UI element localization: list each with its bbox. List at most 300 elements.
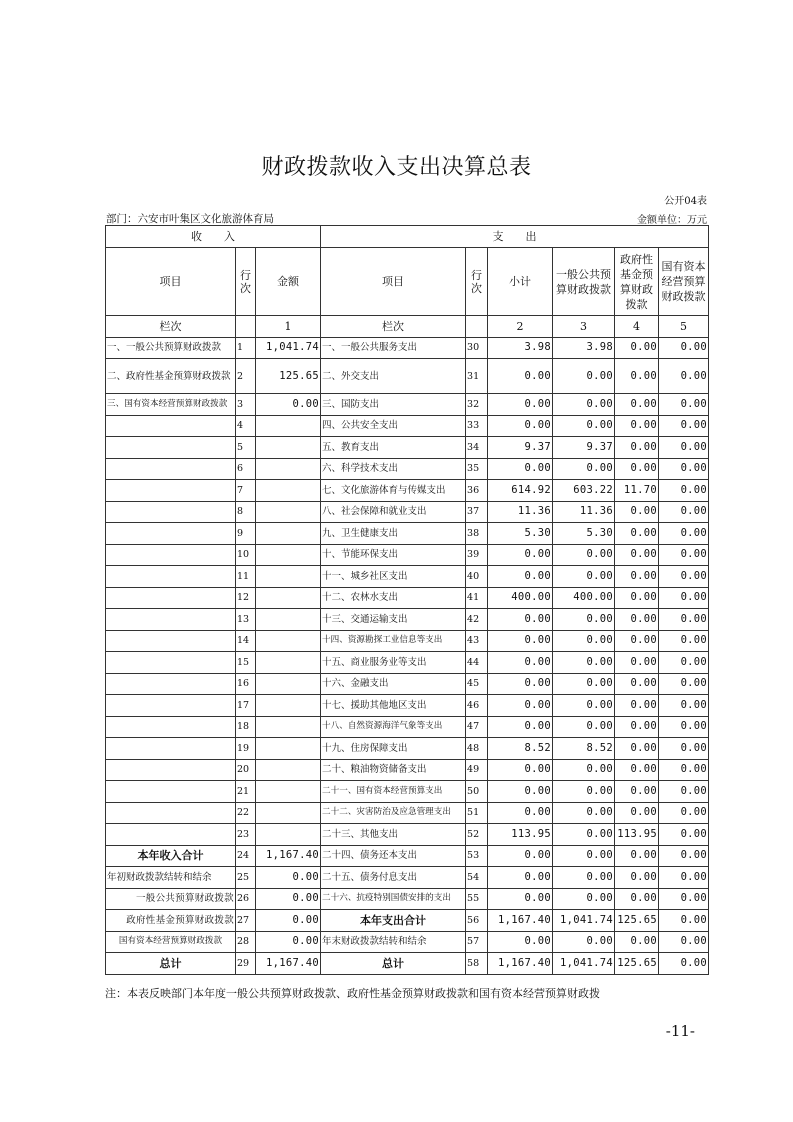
expense-item: 七、文化旅游体育与传媒支出 [321, 480, 466, 502]
expense-general-budget: 0.00 [553, 845, 615, 867]
income-row-no: 9 [236, 523, 256, 545]
page-title: 财政拨款收入支出决算总表 [261, 155, 532, 180]
expense-item: 六、科学技术支出 [321, 458, 466, 480]
income-item [106, 480, 236, 502]
income-item [106, 523, 236, 545]
expense-gov-fund: 0.00 [615, 845, 659, 867]
expense-item: 年末财政拨款结转和结余 [321, 931, 466, 953]
expense-state-capital: 0.00 [659, 738, 709, 760]
income-row-no: 29 [236, 953, 256, 975]
income-row-no: 19 [236, 738, 256, 760]
income-amount: 0.00 [256, 888, 321, 910]
income-row-no: 25 [236, 867, 256, 889]
table-row [106, 480, 709, 502]
expense-row-no: 32 [466, 394, 488, 416]
income-row-no: 17 [236, 695, 256, 717]
expense-subtotal: 0.00 [488, 544, 553, 566]
table-row [106, 695, 709, 717]
expense-item: 五、教育支出 [321, 437, 466, 459]
income-item [106, 716, 236, 738]
expense-subtotal: 0.00 [488, 845, 553, 867]
expense-state-capital: 0.00 [659, 458, 709, 480]
expense-state-capital: 0.00 [659, 437, 709, 459]
table-row [106, 566, 709, 588]
expense-row-no: 40 [466, 566, 488, 588]
income-amount: 1,167.40 [256, 845, 321, 867]
table-row [106, 802, 709, 824]
income-amount [256, 759, 321, 781]
income-row-no: 5 [236, 437, 256, 459]
table-row [106, 738, 709, 760]
expense-state-capital: 0.00 [659, 953, 709, 975]
income-amount [256, 802, 321, 824]
expense-item: 二、外交支出 [321, 359, 466, 394]
expense-gov-fund: 0.00 [615, 609, 659, 631]
income-row-no: 14 [236, 630, 256, 652]
expense-col-label: 栏次 [321, 316, 466, 338]
expense-row-no: 48 [466, 738, 488, 760]
income-amount: 0.00 [256, 910, 321, 932]
table-row [106, 523, 709, 545]
expense-subtotal: 1,167.40 [488, 953, 553, 975]
income-amount [256, 609, 321, 631]
income-row-no: 6 [236, 458, 256, 480]
table-row [106, 337, 709, 359]
expense-gov-fund: 125.65 [615, 910, 659, 932]
expense-state-capital: 0.00 [659, 587, 709, 609]
income-item [106, 415, 236, 437]
income-item: 一般公共预算财政拨款 [106, 888, 236, 910]
income-item [106, 781, 236, 803]
expense-general-budget: 0.00 [553, 931, 615, 953]
expense-general-budget: 0.00 [553, 888, 615, 910]
column-header-row [106, 248, 709, 316]
expense-general-budget: 0.00 [553, 415, 615, 437]
table-row [106, 587, 709, 609]
expense-subtotal: 0.00 [488, 394, 553, 416]
table-row [106, 716, 709, 738]
expense-item: 十三、交通运输支出 [321, 609, 466, 631]
expense-row-no: 54 [466, 867, 488, 889]
expense-subtotal: 0.00 [488, 609, 553, 631]
expense-item: 十九、住房保障支出 [321, 738, 466, 760]
expense-general-budget: 0.00 [553, 394, 615, 416]
income-item [106, 695, 236, 717]
expense-general-budget: 0.00 [553, 867, 615, 889]
expense-state-capital: 0.00 [659, 523, 709, 545]
expense-item: 二十二、灾害防治及应急管理支出 [321, 802, 466, 824]
income-row-no: 27 [236, 910, 256, 932]
expense-state-capital: 0.00 [659, 609, 709, 631]
expense-row-no: 46 [466, 695, 488, 717]
expense-gov-fund: 0.00 [615, 738, 659, 760]
expense-subtotal: 0.00 [488, 630, 553, 652]
expense-state-capital: 0.00 [659, 759, 709, 781]
expense-subtotal: 0.00 [488, 867, 553, 889]
income-amount [256, 587, 321, 609]
expense-general-budget: 11.36 [553, 501, 615, 523]
expense-general-budget: 3.98 [553, 337, 615, 359]
expense-row-no-header: 行次 [466, 248, 488, 316]
income-item: 三、国有资本经营预算财政拨款 [106, 394, 236, 416]
table-note: 注：本表反映部门本年度一般公共预算财政拨款、政府性基金预算财政拨款和国有资本经营预算财政拨 [105, 987, 600, 1000]
income-amount [256, 738, 321, 760]
expense-subtotal: 9.37 [488, 437, 553, 459]
income-row-no: 28 [236, 931, 256, 953]
income-item: 总计 [106, 953, 236, 975]
expense-item: 四、公共安全支出 [321, 415, 466, 437]
subtotal-header: 小计 [488, 248, 553, 316]
income-row-no-header: 行次 [236, 248, 256, 316]
expense-state-capital: 0.00 [659, 931, 709, 953]
expense-gov-fund: 0.00 [615, 359, 659, 394]
income-amount: 125.65 [256, 359, 321, 394]
income-item [106, 673, 236, 695]
expense-gov-fund: 0.00 [615, 867, 659, 889]
income-amount: 0.00 [256, 867, 321, 889]
income-row-no: 2 [236, 359, 256, 394]
expense-row-no: 41 [466, 587, 488, 609]
income-amount: 1,041.74 [256, 337, 321, 359]
table-row [106, 867, 709, 889]
expense-subtotal: 400.00 [488, 587, 553, 609]
expense-gov-fund: 0.00 [615, 566, 659, 588]
expense-general-budget: 0.00 [553, 544, 615, 566]
table-row [106, 359, 709, 394]
expense-subtotal: 0.00 [488, 781, 553, 803]
table-row [106, 673, 709, 695]
expense-row-no: 31 [466, 359, 488, 394]
expense-subtotal: 0.00 [488, 673, 553, 695]
expense-item: 十六、金融支出 [321, 673, 466, 695]
income-item [106, 802, 236, 824]
expense-gov-fund: 0.00 [615, 781, 659, 803]
appropriation-summary-table [105, 225, 709, 975]
table-row [106, 953, 709, 975]
department-label: 部门：六安市叶集区文化旅游体育局 [106, 213, 274, 225]
expense-subtotal: 113.95 [488, 824, 553, 846]
expense-state-capital: 0.00 [659, 501, 709, 523]
income-row-no: 13 [236, 609, 256, 631]
expense-group-header: 支 出 [321, 226, 709, 248]
expense-row-no: 42 [466, 609, 488, 631]
table-row [106, 845, 709, 867]
expense-subtotal: 614.92 [488, 480, 553, 502]
income-row-no: 15 [236, 652, 256, 674]
expense-row-no: 35 [466, 458, 488, 480]
expense-row-no: 56 [466, 910, 488, 932]
expense-row-no: 37 [466, 501, 488, 523]
expense-row-no: 34 [466, 437, 488, 459]
page-number: -11- [665, 1022, 695, 1040]
income-item [106, 458, 236, 480]
expense-state-capital: 0.00 [659, 544, 709, 566]
expense-row-no: 47 [466, 716, 488, 738]
expense-general-budget: 0.00 [553, 716, 615, 738]
expense-state-capital: 0.00 [659, 695, 709, 717]
col-number-1: 1 [256, 316, 321, 338]
expense-general-budget: 0.00 [553, 673, 615, 695]
income-item: 年初财政拨款结转和结余 [106, 867, 236, 889]
income-amount [256, 824, 321, 846]
expense-item: 十五、商业服务业等支出 [321, 652, 466, 674]
expense-item: 二十三、其他支出 [321, 824, 466, 846]
expense-general-budget: 9.37 [553, 437, 615, 459]
expense-gov-fund: 0.00 [615, 652, 659, 674]
expense-state-capital: 0.00 [659, 415, 709, 437]
expense-state-capital: 0.00 [659, 359, 709, 394]
income-row-no: 3 [236, 394, 256, 416]
expense-gov-fund: 0.00 [615, 802, 659, 824]
income-group-header: 收 入 [106, 226, 321, 248]
income-item: 政府性基金预算财政拨款 [106, 910, 236, 932]
income-amount: 1,167.40 [256, 953, 321, 975]
expense-row-no: 57 [466, 931, 488, 953]
expense-row-no: 43 [466, 630, 488, 652]
expense-item-header: 项目 [321, 248, 466, 316]
expense-subtotal: 1,167.40 [488, 910, 553, 932]
income-item: 二、政府性基金预算财政拨款 [106, 359, 236, 394]
table-row [106, 910, 709, 932]
expense-subtotal: 5.30 [488, 523, 553, 545]
expense-item: 十、节能环保支出 [321, 544, 466, 566]
expense-general-budget: 0.00 [553, 695, 615, 717]
gov-fund-header: 政府性基金预算财政拨款 [615, 248, 659, 316]
income-item: 本年收入合计 [106, 845, 236, 867]
expense-row-no: 55 [466, 888, 488, 910]
expense-subtotal: 0.00 [488, 415, 553, 437]
table-row [106, 652, 709, 674]
expense-gov-fund: 0.00 [615, 888, 659, 910]
expense-gov-fund: 11.70 [615, 480, 659, 502]
income-row-no: 20 [236, 759, 256, 781]
expense-item: 十八、自然资源海洋气象等支出 [321, 716, 466, 738]
expense-subtotal: 0.00 [488, 566, 553, 588]
expense-general-budget: 603.22 [553, 480, 615, 502]
expense-item: 二十、粮油物资储备支出 [321, 759, 466, 781]
income-row-no: 12 [236, 587, 256, 609]
expense-item: 十二、农林水支出 [321, 587, 466, 609]
expense-subtotal: 0.00 [488, 458, 553, 480]
expense-row-no: 53 [466, 845, 488, 867]
income-amount: 0.00 [256, 931, 321, 953]
table-row [106, 824, 709, 846]
expense-row-no: 30 [466, 337, 488, 359]
expense-state-capital: 0.00 [659, 673, 709, 695]
expense-row-no: 58 [466, 953, 488, 975]
income-item [106, 759, 236, 781]
income-amount [256, 437, 321, 459]
expense-gov-fund: 0.00 [615, 759, 659, 781]
expense-state-capital: 0.00 [659, 480, 709, 502]
table-row [106, 888, 709, 910]
table-row [106, 630, 709, 652]
expense-state-capital: 0.00 [659, 781, 709, 803]
expense-gov-fund: 0.00 [615, 587, 659, 609]
expense-state-capital: 0.00 [659, 630, 709, 652]
expense-general-budget: 0.00 [553, 609, 615, 631]
expense-item: 十四、资源勘探工业信息等支出 [321, 630, 466, 652]
expense-subtotal: 0.00 [488, 716, 553, 738]
income-amount [256, 544, 321, 566]
expense-general-budget: 1,041.74 [553, 910, 615, 932]
income-item [106, 738, 236, 760]
expense-general-budget: 400.00 [553, 587, 615, 609]
expense-gov-fund: 0.00 [615, 523, 659, 545]
table-row [106, 759, 709, 781]
table-row [106, 931, 709, 953]
expense-item: 二十六、抗疫特别国债安排的支出 [321, 888, 466, 910]
expense-subtotal: 0.00 [488, 695, 553, 717]
income-amount [256, 523, 321, 545]
expense-item: 三、国防支出 [321, 394, 466, 416]
income-amount [256, 480, 321, 502]
income-row-no: 7 [236, 480, 256, 502]
income-item [106, 609, 236, 631]
income-amount [256, 458, 321, 480]
expense-general-budget: 0.00 [553, 652, 615, 674]
table-row [106, 394, 709, 416]
expense-gov-fund: 0.00 [615, 544, 659, 566]
income-row-no: 8 [236, 501, 256, 523]
general-budget-header: 一般公共预算财政拨款 [553, 248, 615, 316]
income-amount [256, 716, 321, 738]
expense-subtotal: 0.00 [488, 759, 553, 781]
income-item [106, 824, 236, 846]
table-row [106, 415, 709, 437]
income-amount [256, 501, 321, 523]
expense-row-no: 45 [466, 673, 488, 695]
expense-gov-fund: 0.00 [615, 458, 659, 480]
income-row-no: 18 [236, 716, 256, 738]
amount-unit-label: 金额单位：万元 [637, 215, 707, 226]
expense-subtotal: 3.98 [488, 337, 553, 359]
expense-gov-fund: 113.95 [615, 824, 659, 846]
form-number: 公开04表 [664, 196, 707, 207]
expense-general-budget: 0.00 [553, 802, 615, 824]
expense-general-budget: 0.00 [553, 630, 615, 652]
income-item [106, 501, 236, 523]
expense-state-capital: 0.00 [659, 867, 709, 889]
expense-general-budget: 0.00 [553, 458, 615, 480]
expense-general-budget: 0.00 [553, 781, 615, 803]
expense-state-capital: 0.00 [659, 802, 709, 824]
expense-row-no: 49 [466, 759, 488, 781]
expense-subtotal: 8.52 [488, 738, 553, 760]
expense-general-budget: 1,041.74 [553, 953, 615, 975]
income-amount-header: 金额 [256, 248, 321, 316]
expense-subtotal: 0.00 [488, 802, 553, 824]
expense-state-capital: 0.00 [659, 824, 709, 846]
expense-row-no: 39 [466, 544, 488, 566]
income-amount [256, 695, 321, 717]
expense-state-capital: 0.00 [659, 888, 709, 910]
expense-item: 九、卫生健康支出 [321, 523, 466, 545]
expense-state-capital: 0.00 [659, 394, 709, 416]
expense-general-budget: 8.52 [553, 738, 615, 760]
income-row-no: 11 [236, 566, 256, 588]
expense-row-no: 44 [466, 652, 488, 674]
expense-gov-fund: 0.00 [615, 716, 659, 738]
expense-subtotal: 0.00 [488, 931, 553, 953]
expense-subtotal: 11.36 [488, 501, 553, 523]
income-row-no: 1 [236, 337, 256, 359]
expense-general-budget: 0.00 [553, 566, 615, 588]
expense-item: 八、社会保障和就业支出 [321, 501, 466, 523]
income-col-empty [236, 316, 256, 338]
income-amount [256, 630, 321, 652]
expense-state-capital: 0.00 [659, 845, 709, 867]
col-number-3: 3 [553, 316, 615, 338]
expense-subtotal: 0.00 [488, 888, 553, 910]
income-row-no: 16 [236, 673, 256, 695]
income-item [106, 544, 236, 566]
income-item: 一、一般公共预算财政拨款 [106, 337, 236, 359]
expense-gov-fund: 0.00 [615, 415, 659, 437]
expense-gov-fund: 0.00 [615, 437, 659, 459]
expense-general-budget: 0.00 [553, 759, 615, 781]
expense-item: 二十四、债务还本支出 [321, 845, 466, 867]
income-row-no: 22 [236, 802, 256, 824]
income-row-no: 10 [236, 544, 256, 566]
income-item [106, 587, 236, 609]
expense-subtotal: 0.00 [488, 359, 553, 394]
expense-gov-fund: 0.00 [615, 695, 659, 717]
income-row-no: 4 [236, 415, 256, 437]
table-row [106, 609, 709, 631]
income-amount: 0.00 [256, 394, 321, 416]
income-col-label: 栏次 [106, 316, 236, 338]
income-row-no: 23 [236, 824, 256, 846]
expense-item: 十七、援助其他地区支出 [321, 695, 466, 717]
table-row [106, 437, 709, 459]
expense-gov-fund: 0.00 [615, 673, 659, 695]
income-amount [256, 415, 321, 437]
expense-general-budget: 0.00 [553, 824, 615, 846]
income-row-no: 24 [236, 845, 256, 867]
income-item [106, 630, 236, 652]
income-row-no: 26 [236, 888, 256, 910]
expense-item: 总计 [321, 953, 466, 975]
expense-gov-fund: 125.65 [615, 953, 659, 975]
expense-item: 一、一般公共服务支出 [321, 337, 466, 359]
expense-item: 十一、城乡社区支出 [321, 566, 466, 588]
expense-item: 二十五、债务付息支出 [321, 867, 466, 889]
expense-row-no: 52 [466, 824, 488, 846]
expense-state-capital: 0.00 [659, 910, 709, 932]
income-amount [256, 652, 321, 674]
expense-state-capital: 0.00 [659, 566, 709, 588]
group-header-row [106, 226, 709, 248]
table-row [106, 501, 709, 523]
income-item [106, 437, 236, 459]
expense-gov-fund: 0.00 [615, 337, 659, 359]
expense-col-empty [466, 316, 488, 338]
expense-gov-fund: 0.00 [615, 501, 659, 523]
expense-row-no: 36 [466, 480, 488, 502]
table-row [106, 458, 709, 480]
expense-state-capital: 0.00 [659, 716, 709, 738]
income-amount [256, 781, 321, 803]
expense-gov-fund: 0.00 [615, 394, 659, 416]
expense-row-no: 38 [466, 523, 488, 545]
expense-subtotal: 0.00 [488, 652, 553, 674]
expense-row-no: 51 [466, 802, 488, 824]
income-item [106, 652, 236, 674]
income-item [106, 566, 236, 588]
expense-gov-fund: 0.00 [615, 630, 659, 652]
income-amount [256, 566, 321, 588]
